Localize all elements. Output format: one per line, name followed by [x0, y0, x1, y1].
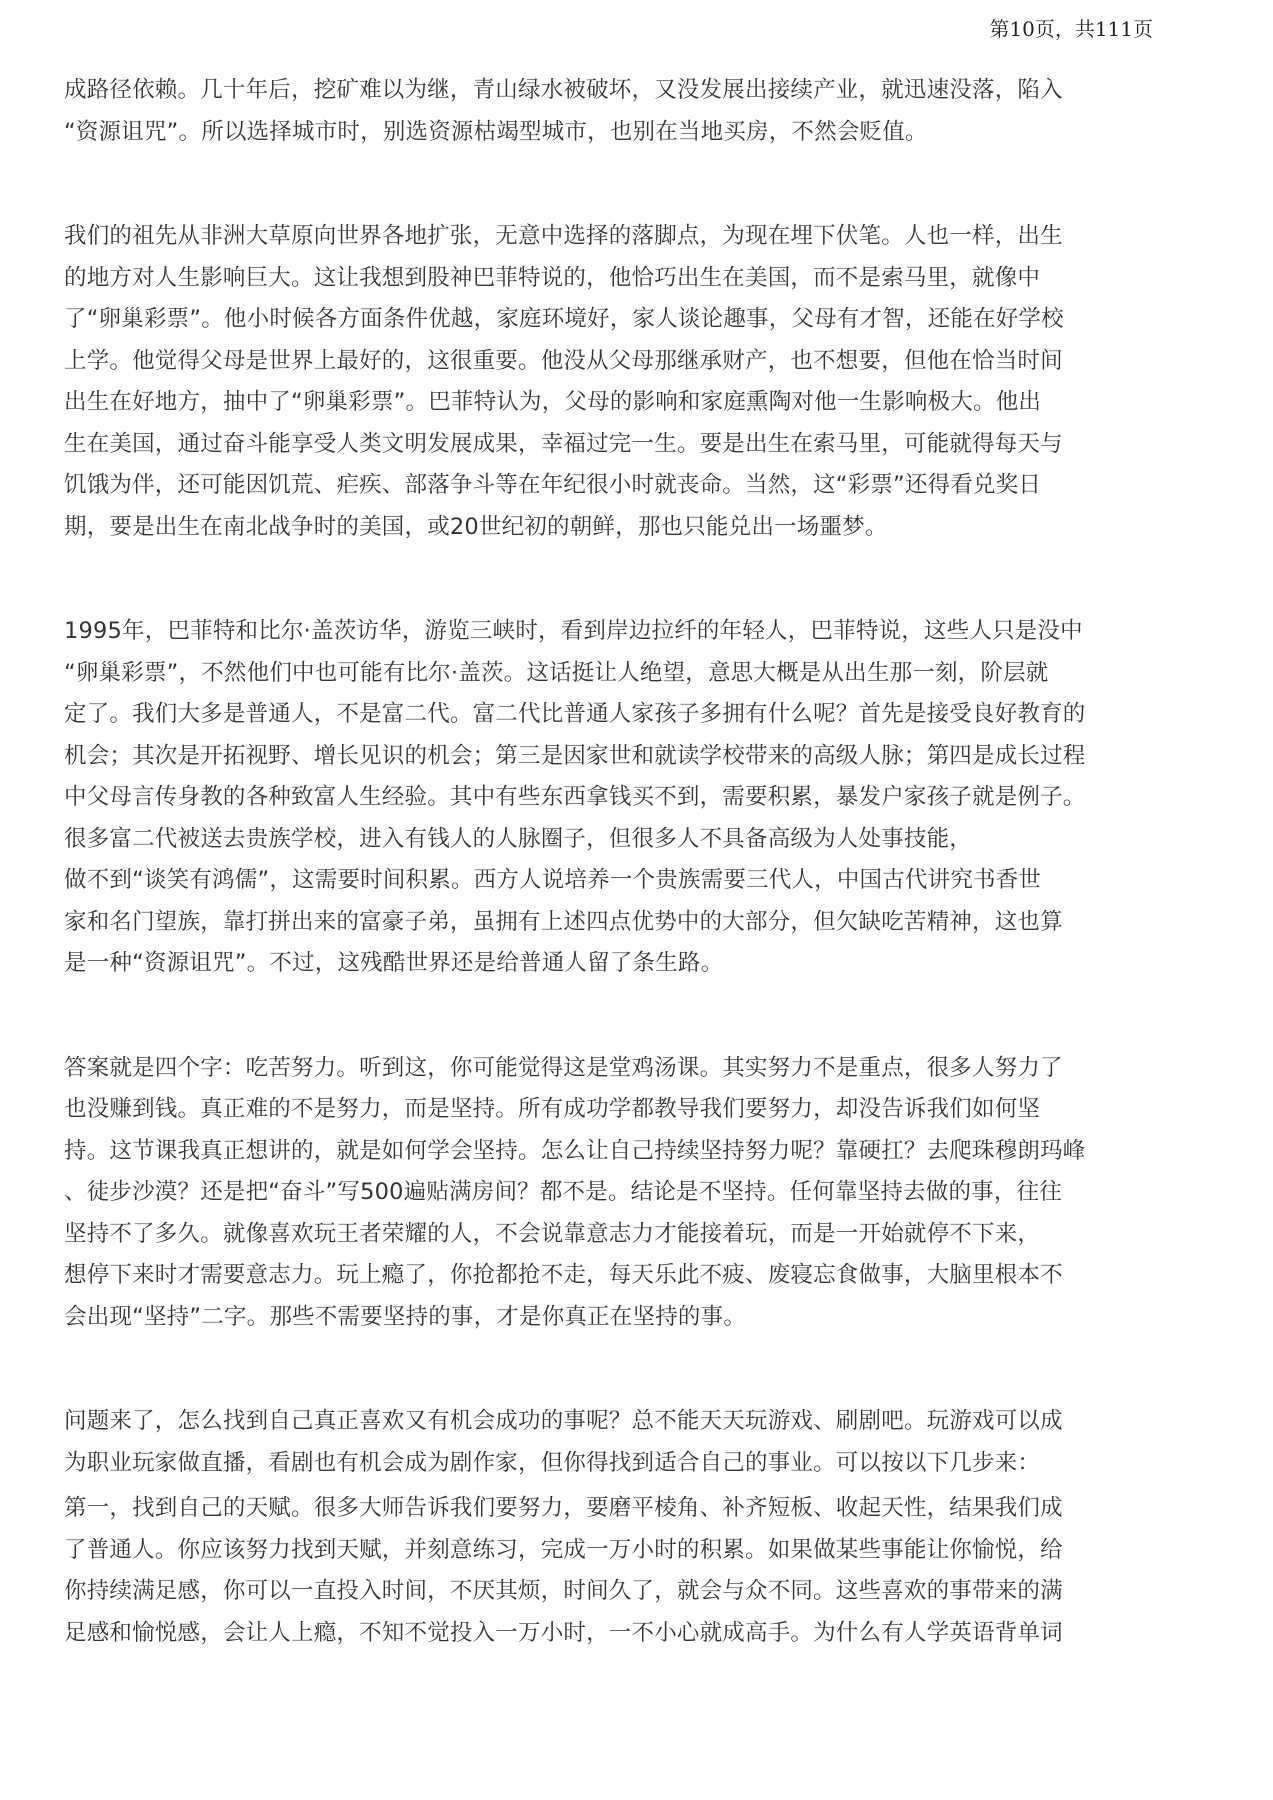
paragraph-ovarian-lottery: 我们的祖先从非洲大草原向世界各地扩张，无意中选择的落脚点，为现在埋下伏笔。人也一样，出生 的地方对人生影响巨大。这让我想到股神巴菲特说的，他恰巧出生在美国，而不是索马里，就像中 了“卵巢彩票”。他小时候各方面条件优越，家庭环境好，家人谈论趣事，父母有才智，还能在好学校 上学。他觉得父母是世界上最好的，这很重要。他没从父母那继承财产，也不想要，但他在恰当时间 出生在好地方，抽中了“卵巢彩票”。巴菲特认为，父母的影响和家庭熏陶对他一生影响极大。他出 生在美国，通过奋斗能享受人类文明发展成果，幸福过完一生。要是出生在索马里，可能就得每天与 饥饿为伴，还可能因饥荒、疟疾、部落争斗等在年纪很小时就丧命。当然，这“彩票”还得看兑奖日 期，要是出生在南北战争时的美国，或20世纪初的朝鲜，那也只能兑出一场噩梦。 [64, 223, 1064, 540]
page-indicator: 第10页，共111页 [989, 17, 1153, 41]
paragraph-resource-curse: 成路径依赖。几十年后，挖矿难以为继，青山绿水被破坏，又没发展出接续产业，就迅速没落，陷入 “资源诅咒”。所以选择城市时，别选资源枯竭型城市，也别在当地买房，不然会贬值。 [64, 77, 1063, 145]
paragraph-hard-work: 答案就是四个字：吃苦努力。听到这，你可能觉得这是堂鸡汤课。其实努力不是重点，很多人努力了 也没赚到钱。真正难的不是努力，而是坚持。所有成功学都教导我们要努力，却没告诉我们如何坚 持。这节课我真正想讲的，就是如何学会坚持。怎么让自己持续坚持努力呢？靠硬扛？去爬珠穆朗玛峰 、徒步沙漠？还是把“奋斗”写500遍贴满房间？都不是。结论是不坚持。任何靠坚持去做的事，往往 坚持不了多久。就像喜欢玩王者荣耀的人，不会说靠意志力才能接着玩，而是一开始就停不下来， 想停下来时才需要意志力。玩上瘾了，你抢都抢不走，每天乐此不疲、废寝忘食做事，大脑里根本不 会出现“坚持”二字。那些不需要坚持的事，才是你真正在坚持的事。 [64, 1054, 1086, 1330]
paragraph-buffett-gates-visit: 1995年，巴菲特和比尔·盖茨访华，游览三峡时，看到岸边拉纤的年轻人，巴菲特说，这些人只是没中 “卵巢彩票”，不然他们中也可能有比尔·盖茨。这话挺让人绝望，意思大概是从出生那一刻，阶层就 定了。我们大多是普通人，不是富二代。富二代比普通人家孩子多拥有什么呢？首先是接受良好教育的 机会；其次是开拓视野、增长见识的机会；第三是因家世和就读学校带来的高级人脉；第四是成长过程 中父母言传身教的各种致富人生经验。其中有些东西拿钱买不到，需要积累，暴发户家孩子就是例子。 很多富二代被送去贵族学校，进入有钱人的人脉圈子，但很多人不具备高级为人处事技能， 做不到“谈笑有鸿儒”，这需要时间积累。西方人说培养一个贵族需要三代人，中国古代讲究书香世 家和名门望族，靠打拼出来的富豪子弟，虽拥有上述四点优势中的大部分，但欠缺吃苦精神，这也算 是一种“资源诅咒”。不过，这残酷世界还是给普通人留了条生路。 [64, 618, 1086, 976]
paragraph-step-one-talent: 第一，找到自己的天赋。很多大师告诉我们要努力，要磨平棱角、补齐短板、收起天性，结果我们成 了普通人。你应该努力找到天赋，并刻意练习，完成一万小时的积累。如果做某些事能让你愉悦，给 你持续满足感，你可以一直投入时间，不厌其烦，时间久了，就会与众不同。这些喜欢的事带来的满 足感和愉悦感，会让人上瘾，不知不觉投入一万小时，一不小心就成高手。为什么有人学英语背单词 [64, 1495, 1063, 1646]
document-body [64, 70, 1224, 1654]
paragraph-find-passion: 问题来了，怎么找到自己真正喜欢又有机会成功的事呢？总不能天天玩游戏、刷剧吧。玩游戏可以成 为职业玩家做直播，看剧也有机会成为剧作家，但你得找到适合自己的事业。可以按以下几步来： [64, 1408, 1063, 1476]
